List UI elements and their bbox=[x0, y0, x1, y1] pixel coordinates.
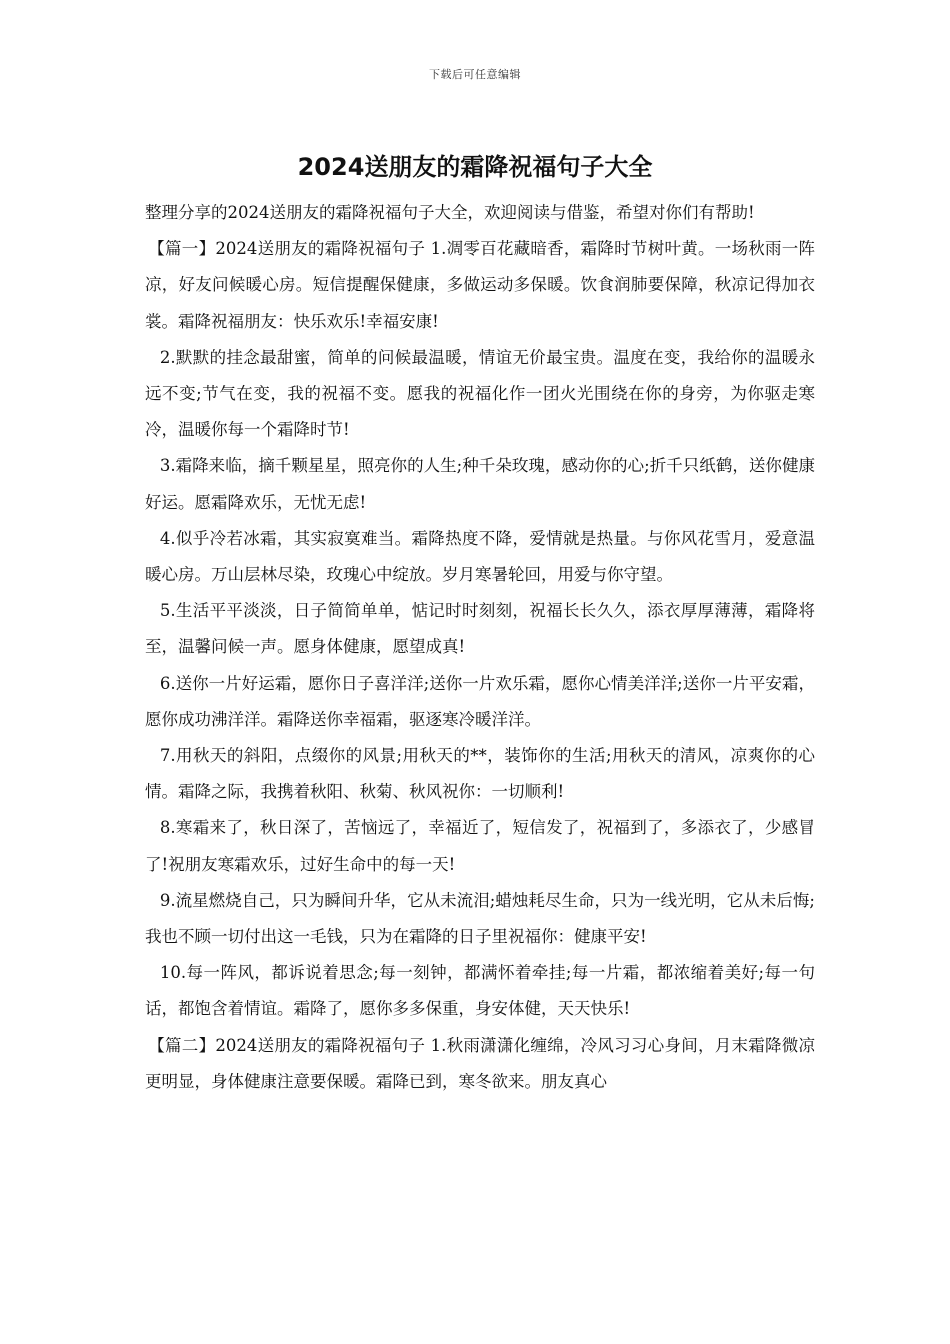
wish-item-9: 9.流星燃烧自己，只为瞬间升华，它从未流泪;蜡烛耗尽生命，只为一线光明，它从未后悔;我也不顾一切付出这一毛钱，只为在霜降的日子里祝福你：健康平安! bbox=[145, 890, 815, 947]
document-title: 2024送朋友的霜降祝福句子大全 bbox=[297, 153, 653, 181]
wish-item-8: 8.寒霜来了，秋日深了，苦恼远了，幸福近了，短信发了，祝福到了，多添衣了，少感冒了!祝朋友寒霜欢乐，过好生命中的每一天! bbox=[145, 818, 815, 874]
wish-item-4: 4.似乎冷若冰霜，其实寂寞难当。霜降热度不降，爱情就是热量。与你风花雪月，爱意温暖心房。万山层林尽染，玫瑰心中绽放。岁月寒暑轮回，用爱与你守望。 bbox=[145, 528, 815, 585]
wish-item-2: 2.默默的挂念最甜蜜，简单的问候最温暖，情谊无价最宝贵。温度在变，我给你的温暖永远不变;节气在变，我的祝福不变。愿我的祝福化作一团火光围绕在你的身旁，为你驱走寒冷，温暖你每一个霜降时节! bbox=[145, 347, 815, 440]
intro-paragraph: 整理分享的2024送朋友的霜降祝福句子大全，欢迎阅读与借鉴，希望对你们有帮助! bbox=[145, 203, 755, 222]
section-1-paragraph: 【篇一】2024送朋友的霜降祝福句子 1.凋零百花藏暗香，霜降时节树叶黄。一场秋雨一阵凉，好友问候暖心房。短信提醒保健康，多做运动多保暖。饮食润肺要保障，秋凉记得加衣裳。霜降祝福朋友：快乐欢乐!幸福安康! bbox=[145, 239, 815, 331]
wish-item-5: 5.生活平平淡淡，日子简简单单，惦记时时刻刻，祝福长长久久，添衣厚厚薄薄，霜降将至，温馨问候一声。愿身体健康，愿望成真! bbox=[145, 601, 815, 657]
wish-item-6: 6.送你一片好运霜，愿你日子喜洋洋;送你一片欢乐霜，愿你心情美洋洋;送你一片平安霜，愿你成功沸洋洋。霜降送你幸福霜，驱逐寒冷暖洋洋。 bbox=[145, 673, 815, 729]
wish-item-7: 7.用秋天的斜阳，点缀你的风景;用秋天的**，装饰你的生活;用秋天的清风，凉爽你的心情。霜降之际，我携着秋阳、秋菊、秋风祝你：一切顺利! bbox=[145, 746, 815, 802]
page-header-note: 下载后可任意编辑 bbox=[429, 68, 521, 81]
wish-item-3: 3.霜降来临，摘千颗星星，照亮你的人生;种千朵玫瑰，感动你的心;折千只纸鹤，送你健康好运。愿霜降欢乐，无忧无虑! bbox=[145, 456, 815, 512]
document-body bbox=[145, 195, 815, 1100]
wish-item-10: 10.每一阵风，都诉说着思念;每一刻钟，都满怀着牵挂;每一片霜，都浓缩着美好;每一句话，都饱含着情谊。霜降了，愿你多多保重，身安体健，天天快乐! bbox=[145, 963, 815, 1019]
section-2-paragraph: 【篇二】2024送朋友的霜降祝福句子 1.秋雨潇潇化缠绵，冷风习习心身间，月末霜降微凉更明显，身体健康注意要保暖。霜降已到，寒冬欲来。朋友真心 bbox=[145, 1035, 815, 1091]
